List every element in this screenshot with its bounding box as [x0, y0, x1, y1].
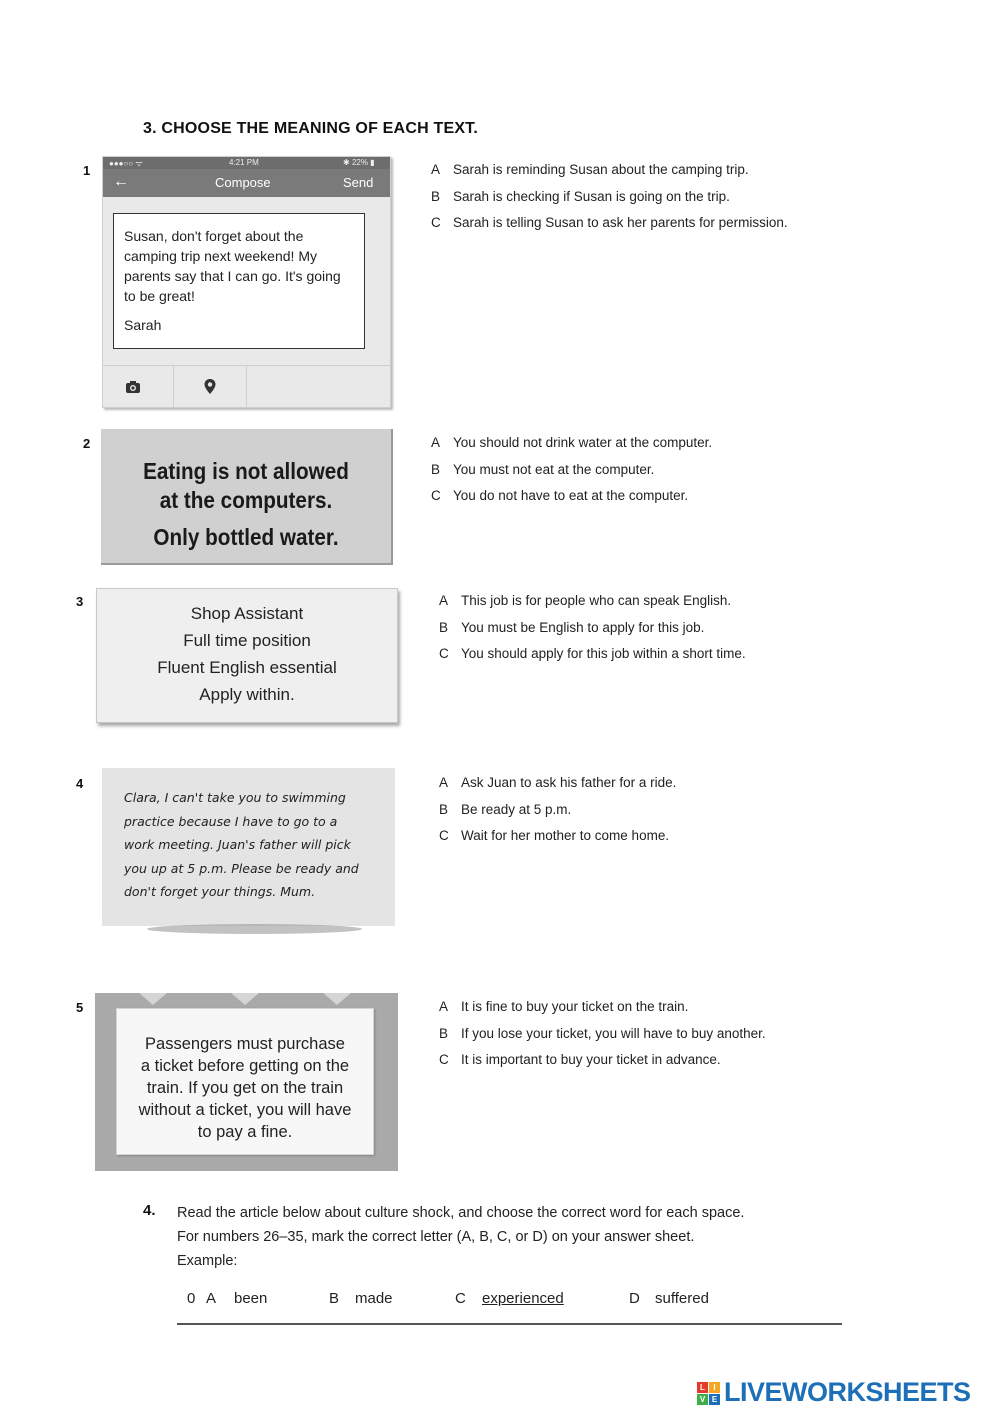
note-text [124, 786, 386, 904]
option-letter: B [431, 461, 441, 477]
example-letter-a: A [206, 1290, 217, 1307]
option-a[interactable] [431, 157, 788, 184]
ad-line: Full time position [183, 631, 311, 650]
handwritten-note-image [102, 768, 395, 926]
option-letter: C [431, 215, 441, 230]
option-text: Wait for her mother to come home. [461, 828, 670, 843]
phone-status-bar [103, 157, 390, 169]
option-text: Ask Juan to ask his father for a ride. [461, 775, 677, 790]
option-letter: B [439, 801, 449, 817]
question-4-number: 4 [76, 776, 84, 791]
option-c[interactable] [431, 210, 788, 237]
option-c[interactable] [439, 641, 746, 668]
option-text: Sarah is reminding Susan about the camping trip. [453, 162, 749, 177]
sign-line: to pay a fine. [197, 1123, 293, 1141]
status-time: 4:21 PM [229, 158, 259, 167]
ad-line: Shop Assistant [190, 604, 304, 623]
sign-line: at the computers. [159, 487, 333, 513]
logo-cube-letter: V [697, 1394, 708, 1405]
question-5-number: 5 [76, 1000, 84, 1015]
option-letter: A [431, 435, 441, 450]
compose-title: Compose [215, 175, 271, 190]
section-4-number: 4. [143, 1202, 156, 1219]
toolbar-divider [246, 366, 247, 408]
sign-line: train. If you get on the train [146, 1079, 344, 1097]
option-a[interactable] [431, 430, 712, 457]
compose-bar [103, 169, 390, 197]
instruction-line: For numbers 26–35, mark the correct letter (A, B, C, or D) on your answer sheet. [177, 1229, 695, 1245]
option-a[interactable] [439, 588, 746, 615]
option-a[interactable] [439, 994, 766, 1021]
option-letter: B [431, 188, 441, 204]
option-text: You must not eat at the computer. [453, 461, 655, 477]
question-2-options [431, 430, 712, 510]
no-eating-sign-image [101, 429, 393, 565]
question-2-number: 2 [83, 436, 91, 451]
note-line: Clara, I can't take you to swimming [124, 790, 346, 805]
question-5-options [439, 994, 766, 1074]
option-letter: C [431, 488, 441, 503]
message-line: to be great! [124, 288, 195, 304]
sign-line: Only bottled water. [153, 524, 339, 550]
option-text: Sarah is telling Susan to ask her parents for permission. [453, 215, 788, 230]
option-letter: A [439, 999, 449, 1014]
option-letter: C [439, 828, 449, 843]
question-1-number: 1 [83, 163, 91, 178]
example-number: 0 [187, 1290, 196, 1307]
option-b[interactable] [439, 797, 676, 824]
example-word-a: been [234, 1290, 268, 1307]
question-4-options [439, 770, 676, 850]
option-c[interactable] [439, 823, 676, 850]
send-label: Send [343, 175, 374, 190]
note-line: practice because I have to go to a [124, 813, 338, 829]
job-advert-image [96, 588, 398, 723]
logo-cube-letter: I [709, 1382, 720, 1393]
example-word-d: suffered [655, 1290, 709, 1307]
logo-cube-letter: E [709, 1394, 720, 1405]
phone-toolbar [103, 365, 390, 408]
message-line: Susan, don't forget about the [124, 228, 304, 244]
option-letter: A [439, 775, 449, 790]
note-line: don't forget your things. Mum. [124, 884, 316, 899]
message-line: parents say that I can go. It's going [124, 268, 341, 284]
question-3-number: 3 [76, 594, 84, 609]
option-letter: C [439, 1052, 449, 1067]
toolbar-divider [173, 366, 174, 408]
message-line: camping trip next weekend! My [124, 248, 317, 264]
example-word-c-answer: experienced [482, 1290, 564, 1307]
section-4-instructions [177, 1201, 744, 1249]
section-3-heading: 3. CHOOSE THE MEANING OF EACH TEXT. [143, 120, 479, 137]
option-text: You must be English to apply for this job. [461, 619, 705, 635]
message-signature: Sarah [124, 317, 162, 333]
ad-line: Apply within. [199, 685, 295, 704]
example-row [187, 1290, 847, 1312]
location-pin-icon [203, 378, 217, 396]
sign-line: without a ticket, you will have [138, 1101, 352, 1119]
example-letter-b: B [329, 1290, 340, 1307]
sign-line: Passengers must purchase [145, 1035, 345, 1053]
sign-line: Eating is not allowed [143, 458, 349, 484]
sign-text [117, 1033, 373, 1143]
option-text: It is fine to buy your ticket on the train. [461, 999, 689, 1014]
camera-icon [125, 380, 141, 394]
example-label: Example: [177, 1253, 238, 1269]
note-line: work meeting. Juan's father will pick [124, 837, 351, 852]
option-c[interactable] [431, 483, 712, 510]
signal-wifi-icon: ●●●○○ ᯤ [109, 159, 143, 168]
option-text: You should not drink water at the computer. [453, 435, 713, 450]
note-line: you up at 5 p.m. Please be ready and [124, 860, 359, 876]
option-letter: B [439, 619, 449, 635]
train-ticket-sign-image [95, 993, 398, 1171]
logo-cube-letter: L [697, 1382, 708, 1393]
section-divider [177, 1323, 842, 1325]
option-text: Be ready at 5 p.m. [461, 801, 572, 817]
option-text: This job is for people who can speak English. [461, 593, 732, 608]
back-arrow-icon: ← [113, 173, 129, 190]
ad-line: Fluent English essential [157, 658, 337, 677]
example-word-b: made [355, 1290, 393, 1307]
sign-decoration [323, 993, 351, 1005]
option-text: You should apply for this job within a short time. [461, 646, 746, 661]
option-letter: A [431, 162, 441, 177]
option-text: Sarah is checking if Susan is going on the trip. [453, 188, 730, 204]
option-text: You do not have to eat at the computer. [453, 488, 689, 503]
example-letter-d: D [629, 1290, 640, 1307]
example-letter-c: C [455, 1290, 466, 1307]
option-b[interactable] [439, 1021, 766, 1048]
option-letter: A [439, 593, 449, 608]
instruction-line: Read the article below about culture shock, and choose the correct word for each space. [177, 1205, 745, 1221]
logo-wordmark: LIVEWORKSHEETS [724, 1377, 971, 1407]
sign-panel [116, 1008, 374, 1155]
option-text: If you lose your ticket, you will have to buy another. [461, 1025, 766, 1041]
option-c[interactable] [439, 1047, 766, 1074]
option-text: It is important to buy your ticket in advance. [461, 1052, 721, 1067]
option-a[interactable] [439, 770, 676, 797]
sign-line: a ticket before getting on the [140, 1057, 350, 1075]
status-battery: ✱ 22% ▮ [343, 158, 375, 167]
option-letter: B [439, 1025, 449, 1041]
question-1-options [431, 157, 788, 237]
option-b[interactable] [439, 615, 746, 642]
status-battery-value: 22% [351, 158, 368, 167]
option-letter: C [439, 646, 449, 661]
sign-decoration [231, 993, 259, 1005]
phone-message-image [102, 156, 391, 408]
sign-decoration [139, 993, 167, 1005]
logo-cube-icon [697, 1382, 721, 1406]
note-shadow [147, 924, 362, 934]
question-3-options [439, 588, 746, 668]
option-b[interactable] [431, 457, 712, 484]
message-box [113, 213, 365, 349]
option-b[interactable] [431, 184, 788, 211]
